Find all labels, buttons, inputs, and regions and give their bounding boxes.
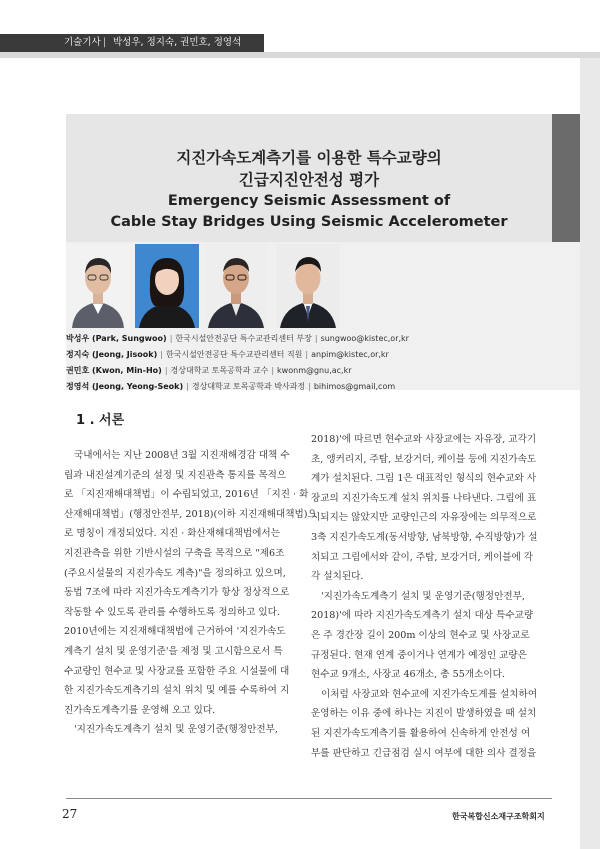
body-line: '지진가속도계측기 설치 및 운영기준(행정안전부, xyxy=(74,724,278,736)
body-line: (주요시설물의 지진가속도 계측)"을 정의하고 있으며, xyxy=(64,567,286,579)
author-name: 권민호 (Kwon, Min-Ho) xyxy=(66,366,162,375)
body-line: 한 지진가속도계측기의 설치 위치 및 예를 수록하여 지 xyxy=(64,685,290,697)
body-line: 이처럼 사장교와 현수교에 지진가속도계를 설치하여 xyxy=(321,688,538,700)
section-heading: 1 . 서론 xyxy=(76,413,125,428)
author-line-4: 정영석 (Jeong, Yeong-Seok) | 경상대학교 토목공학과 박사과정 | bihimos@gmail,com xyxy=(66,382,396,391)
body-line: 산재해대책법」(행정안전부, 2018)(이하 지진재해대책법)으 xyxy=(64,508,317,520)
author-photo-3 xyxy=(204,244,268,328)
body-line: 부를 판단하고 긴급점검 실시 여부에 대한 의사 결정을 xyxy=(311,747,537,759)
author-email: anpim@kistec,or,kr xyxy=(311,350,389,359)
journal-name: 한국복합신소재구조학회지 xyxy=(452,812,545,821)
body-line: 각 설치된다. xyxy=(311,571,364,583)
body-line: 시되지는 않았지만 교량인근의 자유장에는 의무적으로 xyxy=(311,512,537,524)
author-name: 정지숙 (Jeong, Jisook) xyxy=(66,350,158,359)
footer-rule xyxy=(66,798,552,799)
header-strip xyxy=(0,34,264,52)
body-line: 은 주 경간장 길이 200m 이상의 현수교 및 사장교로 xyxy=(311,629,530,641)
body-line: 진가속도계측기를 운영해 오고 있다. xyxy=(64,704,216,716)
author-photo-1 xyxy=(66,244,130,328)
title-english-line1: Emergency Seismic Assessment of xyxy=(167,193,451,209)
author-email: sungwoo@kistec,or,kr xyxy=(320,334,409,343)
body-line: 작동할 수 있도록 관리를 수행하도록 정의하고 있다. xyxy=(64,606,280,618)
body-line: 치되고 그림에서와 같이, 주탑, 보강거더, 케이블에 각 xyxy=(311,551,534,563)
body-line: 국내에서는 지난 2008년 3월 지진재해경감 대책 수 xyxy=(74,450,290,461)
header-separator: | xyxy=(103,37,107,48)
author-photo-4 xyxy=(276,244,340,328)
title-korean-line1: 지진가속도계측기를 이용한 특수교량의 xyxy=(176,149,442,167)
author-line-1: 박성우 (Park, Sungwoo) | 한국시설안전공단 특수교관리센터 부장 | sungwoo@kistec,or,kr xyxy=(66,334,409,343)
page-edge-band xyxy=(580,58,600,849)
body-line: 2018)'에 따라 지진가속도계측기 설치 대상 특수교량 xyxy=(311,610,534,622)
body-line: 계측기 설치 및 운영기준'을 제정 및 고시함으로서 특 xyxy=(64,645,283,657)
author-name: 박성우 (Park, Sungwoo) xyxy=(66,334,167,343)
body-column-right xyxy=(311,430,542,763)
body-line: 로 명칭이 개정되었다. 지진 · 화산재해대책법에서는 xyxy=(64,528,280,540)
body-column-left xyxy=(64,446,317,740)
body-line: 동법 7조에 따라 지진가속도계측기가 항상 정상적으로 xyxy=(64,587,290,599)
author-affiliation: 경상대학교 토목공학과 교수 xyxy=(170,366,269,375)
body-line: 초, 앵커리지, 주탑, 보강거더, 케이블 등에 지진가속도 xyxy=(311,453,537,465)
title-korean-line2: 긴급지진안전성 평가 xyxy=(238,171,380,189)
author-name: 정영석 (Jeong, Yeong-Seok) xyxy=(66,382,184,391)
author-line-2: 정지숙 (Jeong, Jisook) | 한국시설안전공단 특수교관리센터 직원 | anpim@kistec,or,kr xyxy=(66,350,389,359)
body-line: 지진관측을 위한 기반시설의 구축을 목적으로 "제6조 xyxy=(64,547,285,559)
body-line: 2018)'에 따르면 현수교와 사장교에는 자유장, 교각기 xyxy=(311,434,537,445)
body-line: 장교의 지진가속도계 설치 위치를 나타낸다. 그림에 표 xyxy=(311,492,537,504)
body-line: '지진가속도계측기 설치 및 운영기준(행정안전부, xyxy=(321,590,525,602)
author-line-3: 권민호 (Kwon, Min-Ho) | 경상대학교 토목공학과 교수 | kwonm@gnu,ac,kr xyxy=(66,366,352,375)
body-line: 현수교 9개소, 사장교 46개소, 총 55개소이다. xyxy=(311,669,505,681)
header-divider xyxy=(0,52,600,58)
title-panel-accent xyxy=(552,114,580,242)
author-email: bihimos@gmail,com xyxy=(313,382,396,391)
body-line: 3축 지진가속도계(동서방향, 남북방향, 수직방향)가 설 xyxy=(311,531,538,543)
page-number: 27 xyxy=(62,807,78,821)
header-category: 기술기사 xyxy=(64,37,101,48)
body-line: 된 지진가속도계측기를 활용하여 신속하게 안전성 여 xyxy=(311,727,531,739)
author-affiliation: 한국시설안전공단 특수교관리센터 직원 xyxy=(165,350,303,359)
author-affiliation: 한국시설안전공단 특수교관리센터 부장 xyxy=(175,334,312,343)
header-authors: 박성우, 정지숙, 권민호, 정영석 xyxy=(113,37,242,48)
author-photo-2 xyxy=(135,244,199,328)
body-line: 규정된다. 현재 연계 중이거나 연계가 예정인 교량은 xyxy=(311,649,527,661)
body-line: 로 「지진재해대책법」이 수립되었고, 2016년 「지진 · 화 xyxy=(64,489,309,501)
body-line: 립과 내진설계기준의 설정 및 지진관측 통지를 목적으 xyxy=(64,469,287,481)
body-line: 2010년에는 지진재해대책법에 근거하여 '지진가속도 xyxy=(64,626,286,638)
author-affiliation: 경상대학교 토목공학과 박사과정 xyxy=(191,382,306,391)
body-line: 계가 설치된다. 그림 1은 대표적인 형식의 현수교와 사 xyxy=(311,473,537,485)
author-email: kwonm@gnu,ac,kr xyxy=(277,366,352,375)
body-line: 운영하는 이유 중에 하나는 지진이 발생하였을 때 설치 xyxy=(311,708,537,720)
title-english-line2: Cable Stay Bridges Using Seismic Accelerometer xyxy=(110,214,508,230)
body-line: 수교량인 현수교 및 사장교를 포함한 주요 시설물에 대 xyxy=(64,665,290,677)
